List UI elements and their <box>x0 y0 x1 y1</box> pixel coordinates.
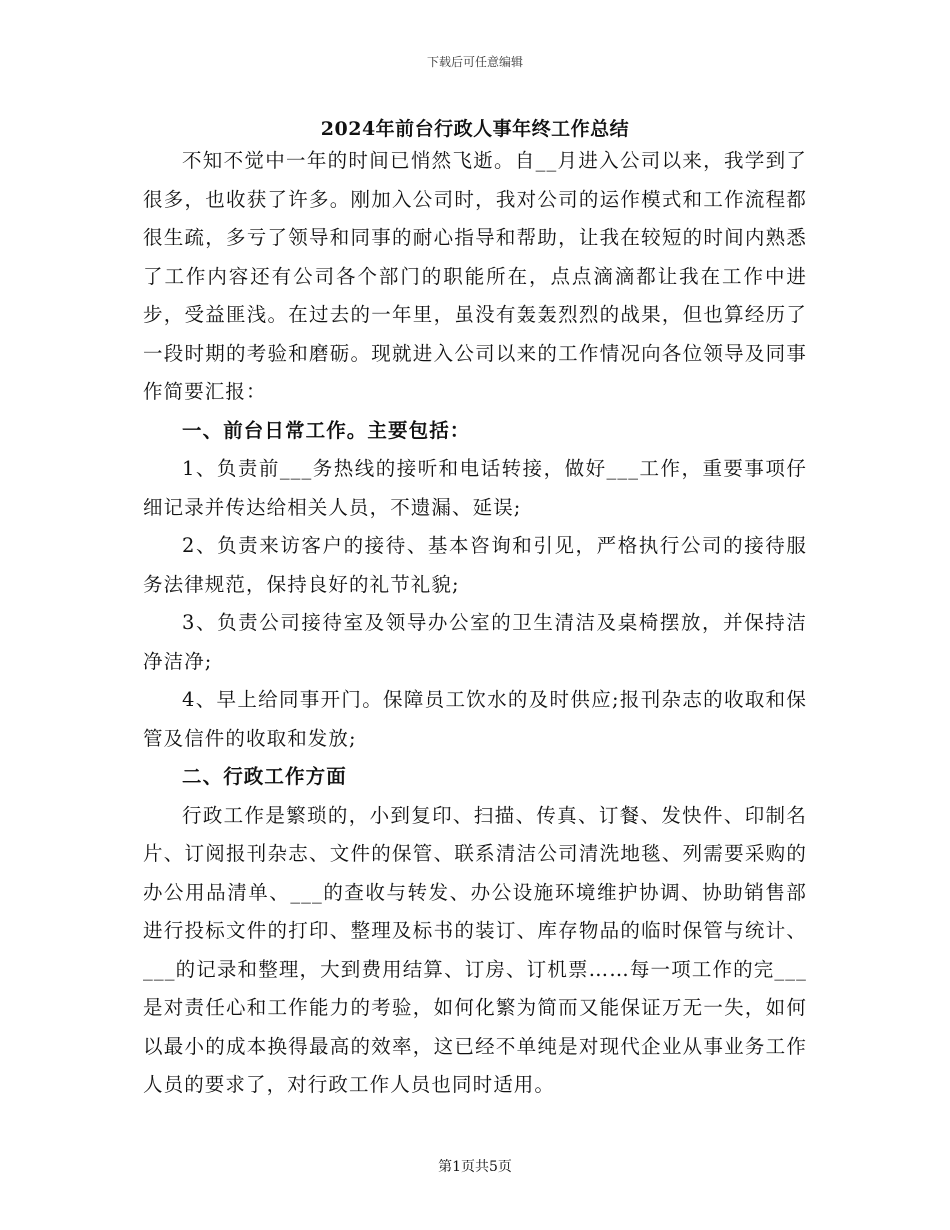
list-item-1: 1、负责前___务热线的接听和电话转接，做好___工作，重要事项仔细记录并传达给相关人员，不遗漏、延误; <box>143 457 807 519</box>
page-footer <box>0 1156 950 1176</box>
section-heading-administration: 二、行政工作方面 <box>182 765 347 788</box>
page-number-text: 第1页共5页 <box>438 1159 512 1175</box>
list-item-2: 2、负责来访客户的接待、基本咨询和引见，严格执行公司的接待服务法律规范，保持良好的礼节礼貌; <box>143 534 807 596</box>
document-title: 2024年前台行政人事年终工作总结 <box>320 118 630 140</box>
paragraph-intro: 不知不觉中一年的时间已悄然飞逝。自__月进入公司以来，我学到了很多，也收获了许多。刚加入公司时，我对公司的运作模式和工作流程都很生疏，多亏了领导和同事的耐心指导和帮助，让我在较短的时间内熟悉了工作内容还有公司各个部门的职能所在，点点滴滴都让我在工作中进步，受益匪浅。在过去的一年里，虽没有轰轰烈烈的战果，但也算经历了一段时期的考验和磨砺。现就进入公司以来的工作情况向各位领导及同事作简要汇报： <box>143 149 807 403</box>
paragraph-administration: 行政工作是繁琐的，小到复印、扫描、传真、订餐、发快件、印制名片、订阅报刊杂志、文件的保管、联系清洁公司清洗地毯、列需要采购的办公用品清单、___的查收与转发、办公设施环境维护协调、协助销售部进行投标文件的打印、整理及标书的装订、库存物品的临时保管与统计、___的记录和整理，大到费用结算、订房、订机票……每一项工作的完___是对责任心和工作能力的考验，如何化繁为简而又能保证万无一失，如何以最小的成本换得最高的效率，这已经不单纯是对现代企业从事业务工作人员的要求了，对行政工作人员也同时适用。 <box>143 803 807 1096</box>
header-note: 下载后可任意编辑 <box>426 55 523 69</box>
list-item-3: 3、负责公司接待室及领导办公室的卫生清洁及桌椅摆放，并保持洁净洁净; <box>143 611 807 673</box>
list-item-4: 4、早上给同事开门。保障员工饮水的及时供应;报刊杂志的收取和保管及信件的收取和发放; <box>143 688 807 750</box>
document-body <box>143 142 807 1105</box>
section-heading-front-desk: 一、前台日常工作。主要包括： <box>182 418 471 442</box>
